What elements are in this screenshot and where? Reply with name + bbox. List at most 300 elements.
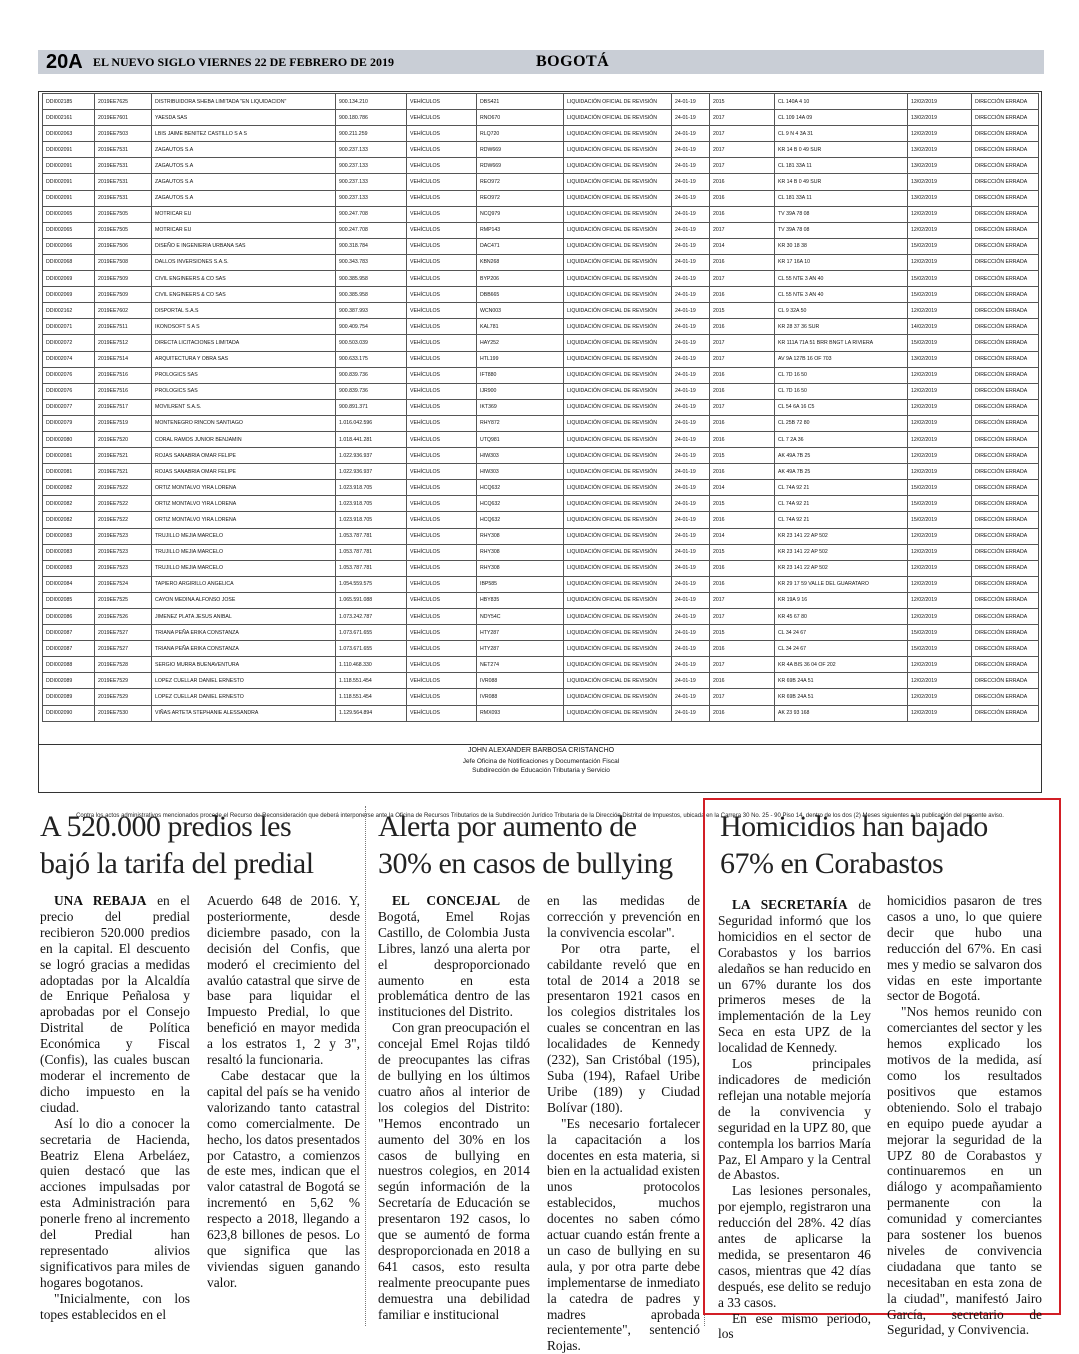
table-cell: 12/02/2019 bbox=[908, 206, 972, 222]
article-homicidios-p1: de Seguridad informó que los homicidios en el sector de Corabastos y los barrios aledaños se han reducido en un 67% durante los dos primeros meses de la implementación de la Ley Seca en esta UPZ de la localidad de Kennedy. bbox=[718, 897, 871, 1056]
article-predial-p3b: Acuerdo 648 de 2016. Y, posteriormente, desde diciembre pasado, con la decisión del Confis, que moderó el crecimiento del avalúo catastral que sirve de base para liquidar el Impuesto Predial, lo que benefició en mayor medida a los estratos 1, 2 y 3", resaltó la funcionaria. bbox=[207, 893, 360, 1068]
table-cell: DIRECCIÓN ERRADA bbox=[972, 319, 1039, 335]
table-cell: CIVIL ENGINEERS & CO SAS bbox=[152, 271, 336, 287]
table-cell: LIQUIDACIÓN OFICIAL DE REVISIÓN bbox=[564, 576, 672, 592]
table-cell: DDI002068 bbox=[43, 254, 95, 270]
table-cell: 12/02/2019 bbox=[908, 399, 972, 415]
table-cell: HIW303 bbox=[477, 464, 564, 480]
table-cell: ORTIZ MONTALVO YIRA LORENA bbox=[152, 496, 336, 512]
signer-name: JOHN ALEXANDER BARBOSA CRISTANCHO bbox=[467, 747, 615, 754]
table-cell: DDI002082 bbox=[43, 512, 95, 528]
table-cell: 2014 bbox=[710, 238, 775, 254]
table-cell: KAL781 bbox=[477, 319, 564, 335]
table-cell: 12/02/2019 bbox=[908, 689, 972, 705]
article-predial-p3a: "Inicialmente, con los topes establecidos en el bbox=[40, 1290, 190, 1322]
table-cell: ZAGAUTOS S.A bbox=[152, 190, 336, 206]
article-homicidios-p4b: homicidios pasaron de tres casos a uno, lo que quiere decir que hubo una reducción del 67%. En casi mes y medio se salvaron dos vidas en este importante sector de Bogotá. bbox=[887, 893, 1042, 1004]
article-predial-p1: en el precio del predial recibieron 520.000 predios en la capital. El descuento se logró gracias a medidas adoptadas por la Alcaldía de Enrique Peñalosa y aprobadas por el Consejo Distrital de Política Económica y Fiscal (Confis), las cuales buscan moderar el incremento de dicho impuesto en la ciudad. bbox=[40, 893, 190, 1115]
table-cell: NET274 bbox=[477, 657, 564, 673]
table-cell: DIRECCIÓN ERRADA bbox=[972, 464, 1039, 480]
table-cell: VEHÍCULOS bbox=[407, 689, 477, 705]
table-cell: LIQUIDACIÓN OFICIAL DE REVISIÓN bbox=[564, 512, 672, 528]
table-row bbox=[43, 609, 1039, 625]
table-cell: TV 39A 78 08 bbox=[775, 222, 908, 238]
table-cell: 13/02/2019 bbox=[908, 142, 972, 158]
table-cell: 900.134.210 bbox=[336, 94, 407, 110]
notice-table-box bbox=[38, 91, 1042, 819]
table-cell: DDI002076 bbox=[43, 367, 95, 383]
table-cell: PROLOGICS SAS bbox=[152, 367, 336, 383]
table-cell: 2019EE7505 bbox=[95, 206, 152, 222]
table-cell: 2016 bbox=[710, 415, 775, 431]
table-cell: 24-01-19 bbox=[672, 641, 710, 657]
table-cell: RHY308 bbox=[477, 544, 564, 560]
table-row bbox=[43, 351, 1039, 367]
table-row bbox=[43, 576, 1039, 592]
table-cell: IJR900 bbox=[477, 383, 564, 399]
paper-and-date: EL NUEVO SIGLO VIERNES 22 DE FEBRERO DE 2019 bbox=[93, 55, 394, 69]
table-cell: TRUJILLO MEJIA MARCELO bbox=[152, 528, 336, 544]
table-cell: 900.237.133 bbox=[336, 174, 407, 190]
table-cell: DDI002069 bbox=[43, 287, 95, 303]
table-row bbox=[43, 705, 1039, 721]
table-cell: HCQ632 bbox=[477, 480, 564, 496]
table-cell: LIQUIDACIÓN OFICIAL DE REVISIÓN bbox=[564, 174, 672, 190]
table-cell: 2019EE7528 bbox=[95, 657, 152, 673]
table-cell: DIRECCIÓN ERRADA bbox=[972, 496, 1039, 512]
table-cell: VEHÍCULOS bbox=[407, 448, 477, 464]
page-number: 20A bbox=[46, 51, 83, 73]
table-cell: DIRECCIÓN ERRADA bbox=[972, 174, 1039, 190]
table-cell: KR 19A 9 16 bbox=[775, 592, 908, 608]
table-cell: 900.891.371 bbox=[336, 399, 407, 415]
table-cell: DDI002084 bbox=[43, 576, 95, 592]
article-bullying-title-line1: Alerta por aumento de bbox=[378, 810, 637, 843]
table-cell: ROJAS SANABRIA OMAR FELIPE bbox=[152, 464, 336, 480]
table-cell: RHY308 bbox=[477, 528, 564, 544]
table-cell: 24-01-19 bbox=[672, 689, 710, 705]
table-cell: 2019EE7523 bbox=[95, 560, 152, 576]
table-cell: 2019EE7508 bbox=[95, 254, 152, 270]
signature-box bbox=[38, 744, 1042, 793]
table-cell: 1.016.042.596 bbox=[336, 415, 407, 431]
table-cell: DIRECCIÓN ERRADA bbox=[972, 592, 1039, 608]
table-cell: 1.065.591.088 bbox=[336, 592, 407, 608]
table-cell: 12/02/2019 bbox=[908, 222, 972, 238]
table-cell: DIRECCIÓN ERRADA bbox=[972, 238, 1039, 254]
table-cell: DIRECCIÓN ERRADA bbox=[972, 448, 1039, 464]
table-cell: CL 140A 4 10 bbox=[775, 94, 908, 110]
table-cell: 900.211.259 bbox=[336, 126, 407, 142]
table-cell: 12/02/2019 bbox=[908, 303, 972, 319]
table-cell: DIRECCIÓN ERRADA bbox=[972, 142, 1039, 158]
table-cell: DIRECCIÓN ERRADA bbox=[972, 609, 1039, 625]
table-cell: 2019EE7601 bbox=[95, 110, 152, 126]
table-cell: 12/02/2019 bbox=[908, 544, 972, 560]
table-cell: VEHÍCULOS bbox=[407, 528, 477, 544]
table-cell: 2016 bbox=[710, 576, 775, 592]
table-cell: TAPIERO ARGIRILLO ANGELICA bbox=[152, 576, 336, 592]
table-cell: LIQUIDACIÓN OFICIAL DE REVISIÓN bbox=[564, 641, 672, 657]
article-homicidios-title-line1: Homicidios han bajado bbox=[720, 810, 988, 843]
table-cell: CL 109 14A 09 bbox=[775, 110, 908, 126]
table-cell: DAC471 bbox=[477, 238, 564, 254]
table-cell: 24-01-19 bbox=[672, 560, 710, 576]
table-cell: 900.247.708 bbox=[336, 206, 407, 222]
table-cell: TRIANA PEÑA ERIKA CONSTANZA bbox=[152, 625, 336, 641]
table-cell: DDI002087 bbox=[43, 641, 95, 657]
table-cell: VEHÍCULOS bbox=[407, 415, 477, 431]
table-cell: 2019EE7521 bbox=[95, 448, 152, 464]
appeal-notice: Contra los actos administrativos mencionados procede el Recurso de Reconsideración que deberá interponerse ante la Oficina de Recursos Tributarios de la Subdirección Jurídico Tributaria de la Dirección Distrital de Impuestos, ubicada en la Carrera 30 No. 25 - 90 Piso 14, dentro de los dos (2) Meses siguientes a la publicación del presente aviso. bbox=[76, 813, 1004, 819]
table-cell: 2019EE7529 bbox=[95, 689, 152, 705]
table-row bbox=[43, 271, 1039, 287]
table-cell: DDI002090 bbox=[43, 705, 95, 721]
table-cell: VEHÍCULOS bbox=[407, 319, 477, 335]
table-cell: HTY287 bbox=[477, 641, 564, 657]
table-cell: 15/02/2019 bbox=[908, 271, 972, 287]
table-cell: JIMENEZ PLATA JESUS ANIBAL bbox=[152, 609, 336, 625]
table-cell: IBP585 bbox=[477, 576, 564, 592]
article-homicidios-title-line2: 67% en Corabastos bbox=[720, 847, 944, 880]
article-predial-lead: UNA REBAJA bbox=[54, 893, 147, 908]
table-cell: CL 9 32A 50 bbox=[775, 303, 908, 319]
table-cell: VEHÍCULOS bbox=[407, 512, 477, 528]
table-cell: DIRECCIÓN ERRADA bbox=[972, 480, 1039, 496]
table-cell: DIRECCIÓN ERRADA bbox=[972, 254, 1039, 270]
table-cell: IKONOSOFT S A S bbox=[152, 319, 336, 335]
table-cell: 24-01-19 bbox=[672, 592, 710, 608]
table-cell: DDI002089 bbox=[43, 673, 95, 689]
article-homicidios-col2 bbox=[887, 893, 1042, 1338]
table-cell: KR 23 141 22 AP 502 bbox=[775, 528, 908, 544]
table-cell: 24-01-19 bbox=[672, 254, 710, 270]
table-cell: 1.073.671.655 bbox=[336, 625, 407, 641]
table-cell: KR 69B 24A 51 bbox=[775, 673, 908, 689]
table-cell: LIQUIDACIÓN OFICIAL DE REVISIÓN bbox=[564, 431, 672, 447]
table-cell: 24-01-19 bbox=[672, 512, 710, 528]
table-cell: VEHÍCULOS bbox=[407, 464, 477, 480]
table-cell: 1.053.787.781 bbox=[336, 544, 407, 560]
table-cell: DIRECCIÓN ERRADA bbox=[972, 625, 1039, 641]
article-homicidios-title bbox=[720, 808, 1050, 882]
table-row bbox=[43, 287, 1039, 303]
table-cell: KR 14 B 0 49 SUR bbox=[775, 142, 908, 158]
table-cell: DIRECCIÓN ERRADA bbox=[972, 560, 1039, 576]
table-row bbox=[43, 673, 1039, 689]
table-cell: 900.839.736 bbox=[336, 367, 407, 383]
table-cell: 12/02/2019 bbox=[908, 367, 972, 383]
table-row bbox=[43, 158, 1039, 174]
table-cell: VEHÍCULOS bbox=[407, 351, 477, 367]
table-cell: VEHÍCULOS bbox=[407, 592, 477, 608]
table-cell: 2019EE7505 bbox=[95, 222, 152, 238]
table-cell: 900.343.783 bbox=[336, 254, 407, 270]
table-cell: VEHÍCULOS bbox=[407, 335, 477, 351]
table-cell: 2015 bbox=[710, 303, 775, 319]
table-cell: LIQUIDACIÓN OFICIAL DE REVISIÓN bbox=[564, 383, 672, 399]
table-cell: 2015 bbox=[710, 496, 775, 512]
table-cell: 24-01-19 bbox=[672, 544, 710, 560]
table-cell: LIQUIDACIÓN OFICIAL DE REVISIÓN bbox=[564, 528, 672, 544]
table-cell: 12/02/2019 bbox=[908, 657, 972, 673]
table-cell: 24-01-19 bbox=[672, 142, 710, 158]
table-cell: 12/02/2019 bbox=[908, 673, 972, 689]
table-cell: 12/02/2019 bbox=[908, 415, 972, 431]
table-cell: CL 55 NTE 3 AN 40 bbox=[775, 271, 908, 287]
signer-role-1: Jefe Oficina de Notificaciones y Documentación Fiscal bbox=[462, 758, 620, 765]
table-cell: 1.018.441.281 bbox=[336, 431, 407, 447]
table-cell: 15/02/2019 bbox=[908, 625, 972, 641]
table-cell: KR 45 67 80 bbox=[775, 609, 908, 625]
article-predial-p2: Así lo dio a conocer la secretaria de Hacienda, Beatriz Elena Arbeláez, quien destacó que las acciones impulsadas por esta Administración para ponerle freno al incremento del Predial han representado alivios significativos para miles de hogares bogotanos. bbox=[40, 1115, 190, 1290]
table-cell: DDI002185 bbox=[43, 94, 95, 110]
table-cell: KR 111A 71A 51 BRR BNGT LA RIVIERA bbox=[775, 335, 908, 351]
table-cell: NCQ979 bbox=[477, 206, 564, 222]
table-cell: 2017 bbox=[710, 222, 775, 238]
table-cell: KR 4A BIS 36 04 OF 202 bbox=[775, 657, 908, 673]
table-cell: DDI002081 bbox=[43, 464, 95, 480]
table-cell: ORTIZ MONTALVO YIRA LORENA bbox=[152, 480, 336, 496]
table-cell: 1.054.559.575 bbox=[336, 576, 407, 592]
article-homicidios-p3: Las lesiones personales, por ejemplo, registraron una reducción del 28%. 42 días antes de aplicarse la medida, se presentaron 46 casos, mientras que 42 días después, ese delito se redujo a 33 casos. bbox=[718, 1183, 871, 1310]
table-cell: 2019EE7509 bbox=[95, 271, 152, 287]
table-cell: ARQUITECTURA Y OBRA SAS bbox=[152, 351, 336, 367]
table-cell: 12/02/2019 bbox=[908, 383, 972, 399]
article-bullying-col1 bbox=[378, 893, 530, 1322]
table-cell: 2019EE7511 bbox=[95, 319, 152, 335]
table-cell: 12/02/2019 bbox=[908, 560, 972, 576]
table-cell: 15/02/2019 bbox=[908, 496, 972, 512]
table-cell: DDI002087 bbox=[43, 625, 95, 641]
table-cell: LIQUIDACIÓN OFICIAL DE REVISIÓN bbox=[564, 592, 672, 608]
table-cell: 2016 bbox=[710, 673, 775, 689]
table-cell: 15/02/2019 bbox=[908, 512, 972, 528]
table-cell: 2016 bbox=[710, 319, 775, 335]
table-cell: WCN003 bbox=[477, 303, 564, 319]
table-cell: DIRECCIÓN ERRADA bbox=[972, 383, 1039, 399]
table-cell: DDI002161 bbox=[43, 110, 95, 126]
table-cell: 24-01-19 bbox=[672, 448, 710, 464]
table-cell: CL 7D 16 50 bbox=[775, 367, 908, 383]
table-cell: 2016 bbox=[710, 206, 775, 222]
table-row bbox=[43, 480, 1039, 496]
table-cell: 24-01-19 bbox=[672, 705, 710, 721]
table-cell: IVR088 bbox=[477, 689, 564, 705]
table-cell: LIQUIDACIÓN OFICIAL DE REVISIÓN bbox=[564, 657, 672, 673]
table-cell: 2016 bbox=[710, 705, 775, 721]
table-cell: DIRECCIÓN ERRADA bbox=[972, 657, 1039, 673]
table-cell: DDI002072 bbox=[43, 335, 95, 351]
table-cell: LIQUIDACIÓN OFICIAL DE REVISIÓN bbox=[564, 94, 672, 110]
table-cell: 2016 bbox=[710, 383, 775, 399]
table-row bbox=[43, 254, 1039, 270]
table-cell: DIRECCIÓN ERRADA bbox=[972, 158, 1039, 174]
table-cell: LIQUIDACIÓN OFICIAL DE REVISIÓN bbox=[564, 560, 672, 576]
table-cell: TV 39A 78 08 bbox=[775, 206, 908, 222]
table-cell: DIRECCIÓN ERRADA bbox=[972, 335, 1039, 351]
table-cell: CL 74A 92 21 bbox=[775, 496, 908, 512]
table-cell: 1.022.936.937 bbox=[336, 448, 407, 464]
table-cell: VEHÍCULOS bbox=[407, 254, 477, 270]
table-cell: 24-01-19 bbox=[672, 609, 710, 625]
table-cell: KR 23 141 22 AP 502 bbox=[775, 560, 908, 576]
signer-role-2: Subdirección de Educación Tributaria y Servicio bbox=[472, 767, 610, 774]
article-homicidios-p5: "Nos hemos reunido con comerciantes del sector y les hemos explicado los motivos de la medida, así como los resultados positivos que estamos obteniendo. Solo el trabajo en equipo puede ayudar a mejorar la seguridad de la UPZ 80 de Corabastos y continuaremos en un diálogo y acompañamiento permanente con la comunidad y comerciantes para sostener los buenos niveles de convivencia ciudadana que tanto se necesitaban en esta zona de la ciudad", manifestó Jairo García, secretario de Seguridad, y Convivencia. bbox=[887, 1004, 1042, 1338]
table-cell: VEHÍCULOS bbox=[407, 94, 477, 110]
table-cell: HAY252 bbox=[477, 335, 564, 351]
table-row bbox=[43, 496, 1039, 512]
table-cell: DDI002082 bbox=[43, 496, 95, 512]
table-cell: VEHÍCULOS bbox=[407, 705, 477, 721]
table-cell: CL 9 N 4 3A 31 bbox=[775, 126, 908, 142]
table-cell: DDI002071 bbox=[43, 319, 95, 335]
table-cell: DDI002077 bbox=[43, 399, 95, 415]
table-cell: KR 28 37 36 SUR bbox=[775, 319, 908, 335]
table-cell: 2017 bbox=[710, 657, 775, 673]
table-cell: VEHÍCULOS bbox=[407, 657, 477, 673]
table-cell: 2019EE7531 bbox=[95, 190, 152, 206]
section-name: BOGOTÁ bbox=[536, 53, 610, 70]
table-cell: 1.023.918.705 bbox=[336, 480, 407, 496]
table-cell: VIÑAS ARTETA STEPHANIE ALESSANDRA bbox=[152, 705, 336, 721]
table-cell: LIQUIDACIÓN OFICIAL DE REVISIÓN bbox=[564, 287, 672, 303]
table-cell: VEHÍCULOS bbox=[407, 142, 477, 158]
table-cell: 12/02/2019 bbox=[908, 126, 972, 142]
table-cell: MOTRICAR EU bbox=[152, 222, 336, 238]
table-cell: DDI002091 bbox=[43, 190, 95, 206]
table-row bbox=[43, 641, 1039, 657]
table-cell: LIQUIDACIÓN OFICIAL DE REVISIÓN bbox=[564, 464, 672, 480]
table-cell: 2017 bbox=[710, 689, 775, 705]
table-cell: UTQ981 bbox=[477, 431, 564, 447]
table-cell: DALLOS INVERSIONES S.A.S. bbox=[152, 254, 336, 270]
table-cell: 24-01-19 bbox=[672, 126, 710, 142]
table-cell: 900.318.784 bbox=[336, 238, 407, 254]
table-cell: VEHÍCULOS bbox=[407, 544, 477, 560]
table-cell: DIRECCIÓN ERRADA bbox=[972, 399, 1039, 415]
table-cell: 13/02/2019 bbox=[908, 190, 972, 206]
table-cell: 2019EE7519 bbox=[95, 415, 152, 431]
table-cell: 24-01-19 bbox=[672, 271, 710, 287]
table-cell: RDW669 bbox=[477, 142, 564, 158]
table-cell: 2016 bbox=[710, 254, 775, 270]
table-cell: 2019EE7509 bbox=[95, 287, 152, 303]
table-cell: VEHÍCULOS bbox=[407, 673, 477, 689]
table-cell: 12/02/2019 bbox=[908, 576, 972, 592]
article-bullying-p4: "Es necesario fortalecer la capacitación a los docentes en esta materia, si bien en la actualidad existen unos protocolos establecidos, muchos docentes no saben cómo actuar cuando están frente a un caso de bullying en su aula, y por otra parte debe implementarse de inmediato la catedra de padres y madres aprobada recientemente", sentenció Rojas. bbox=[547, 1115, 700, 1354]
table-cell: DIRECCIÓN ERRADA bbox=[972, 94, 1039, 110]
table-cell: YAESDA SAS bbox=[152, 110, 336, 126]
table-cell: PROLOGICS SAS bbox=[152, 383, 336, 399]
table-cell: IKT369 bbox=[477, 399, 564, 415]
table-cell: MOVILRENT S.A.S. bbox=[152, 399, 336, 415]
table-cell: 2017 bbox=[710, 592, 775, 608]
table-cell: TRIANA PEÑA ERIKA CONSTANZA bbox=[152, 641, 336, 657]
table-cell: CL 34 24 67 bbox=[775, 641, 908, 657]
table-cell: LIQUIDACIÓN OFICIAL DE REVISIÓN bbox=[564, 689, 672, 705]
table-cell: DIRECCIÓN ERRADA bbox=[972, 190, 1039, 206]
table-cell: VEHÍCULOS bbox=[407, 480, 477, 496]
table-cell: 13/02/2019 bbox=[908, 158, 972, 174]
table-cell: VEHÍCULOS bbox=[407, 496, 477, 512]
table-cell: 24-01-19 bbox=[672, 303, 710, 319]
table-cell: DDI002065 bbox=[43, 222, 95, 238]
table-cell: VEHÍCULOS bbox=[407, 222, 477, 238]
table-cell: MONTENEGRO RINCON SANTIAGO bbox=[152, 415, 336, 431]
table-cell: 2019EE7522 bbox=[95, 496, 152, 512]
table-cell: DIRECCIÓN ERRADA bbox=[972, 705, 1039, 721]
table-cell: 900.409.754 bbox=[336, 319, 407, 335]
table-cell: 1.022.936.937 bbox=[336, 464, 407, 480]
table-cell: 1.118.551.454 bbox=[336, 673, 407, 689]
table-cell: VEHÍCULOS bbox=[407, 206, 477, 222]
table-cell: 2019EE7526 bbox=[95, 609, 152, 625]
table-cell: DDI002083 bbox=[43, 528, 95, 544]
table-cell: 2017 bbox=[710, 271, 775, 287]
table-cell: RNO670 bbox=[477, 110, 564, 126]
table-cell: 24-01-19 bbox=[672, 238, 710, 254]
table-cell: HCQ632 bbox=[477, 496, 564, 512]
table-cell: 2019EE7531 bbox=[95, 174, 152, 190]
table-cell: 1.023.918.705 bbox=[336, 496, 407, 512]
article-homicidios-lead: LA SECRETARÍA bbox=[732, 897, 848, 912]
table-cell: 900.237.133 bbox=[336, 142, 407, 158]
table-cell: 24-01-19 bbox=[672, 158, 710, 174]
article-bullying-title-line2: 30% en casos de bullying bbox=[378, 847, 673, 880]
table-cell: 1.053.787.781 bbox=[336, 560, 407, 576]
table-cell: REO972 bbox=[477, 190, 564, 206]
table-cell: CL 55 NTE 3 AN 40 bbox=[775, 287, 908, 303]
table-cell: 24-01-19 bbox=[672, 287, 710, 303]
table-cell: 24-01-19 bbox=[672, 528, 710, 544]
table-cell: IFT880 bbox=[477, 367, 564, 383]
table-cell: 2014 bbox=[710, 528, 775, 544]
table-cell: DDI002086 bbox=[43, 609, 95, 625]
table-cell: RHY308 bbox=[477, 560, 564, 576]
table-cell: DDI002079 bbox=[43, 415, 95, 431]
table-row bbox=[43, 528, 1039, 544]
table-cell: AK 23 93 168 bbox=[775, 705, 908, 721]
table-cell: 15/02/2019 bbox=[908, 287, 972, 303]
table-cell: DIRECCIÓN ERRADA bbox=[972, 544, 1039, 560]
table-cell: RMP143 bbox=[477, 222, 564, 238]
table-row bbox=[43, 110, 1039, 126]
table-cell: REO972 bbox=[477, 174, 564, 190]
table-cell: 12/02/2019 bbox=[908, 448, 972, 464]
table-cell: 2016 bbox=[710, 560, 775, 576]
table-cell: HBY835 bbox=[477, 592, 564, 608]
table-cell: CL 181 33A 11 bbox=[775, 190, 908, 206]
table-cell: LIQUIDACIÓN OFICIAL DE REVISIÓN bbox=[564, 319, 672, 335]
table-cell: 2019EE7517 bbox=[95, 399, 152, 415]
table-cell: 24-01-19 bbox=[672, 576, 710, 592]
table-cell: 2015 bbox=[710, 625, 775, 641]
table-cell: 2019EE7506 bbox=[95, 238, 152, 254]
table-cell: VEHÍCULOS bbox=[407, 110, 477, 126]
table-cell: 2019EE7523 bbox=[95, 544, 152, 560]
table-cell: 12/02/2019 bbox=[908, 592, 972, 608]
table-cell: AK 49A 7B 25 bbox=[775, 448, 908, 464]
table-cell: RMX093 bbox=[477, 705, 564, 721]
table-cell: KR 69B 24A 51 bbox=[775, 689, 908, 705]
table-cell: DDI002082 bbox=[43, 480, 95, 496]
table-cell: LIQUIDACIÓN OFICIAL DE REVISIÓN bbox=[564, 351, 672, 367]
table-cell: DDI002066 bbox=[43, 238, 95, 254]
table-row bbox=[43, 657, 1039, 673]
table-cell: RLQ720 bbox=[477, 126, 564, 142]
table-cell: LIQUIDACIÓN OFICIAL DE REVISIÓN bbox=[564, 206, 672, 222]
